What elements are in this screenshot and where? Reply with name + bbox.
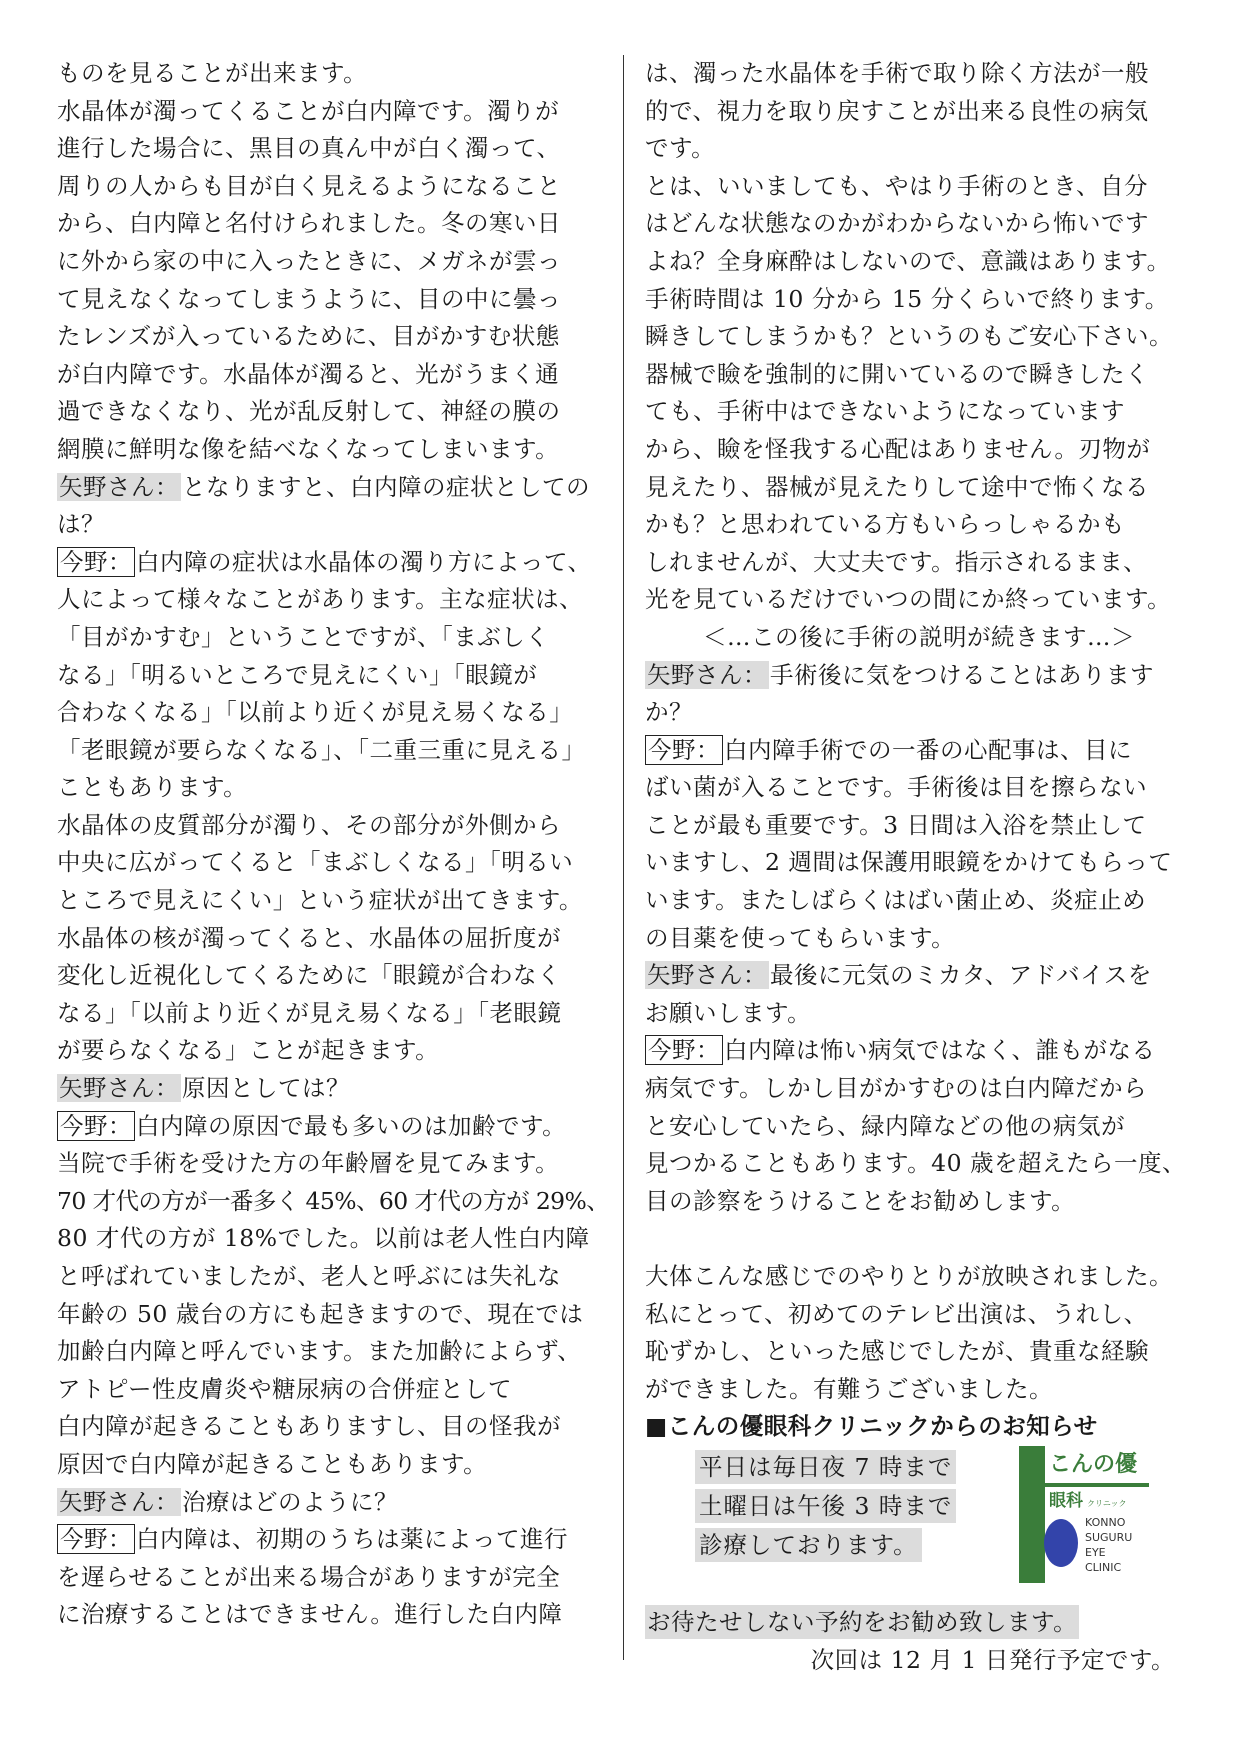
text-line bbox=[645, 205, 1193, 243]
speaker-label-yano: 矢野さん： bbox=[59, 1487, 179, 1516]
text-line bbox=[57, 544, 605, 582]
line-text: 当院で手術を受けた方の年齢層を見てみます。 bbox=[57, 1149, 560, 1178]
line-text: 白内障は、初期のうちは薬によって進行 bbox=[136, 1525, 568, 1554]
line-text: と呼ばれていましたが、老人と呼ぶには失礼な bbox=[57, 1262, 561, 1290]
text-line bbox=[57, 1220, 605, 1258]
text-line bbox=[645, 506, 1193, 544]
text-line bbox=[645, 243, 1193, 281]
text-line bbox=[57, 694, 605, 732]
speaker-label-konno: 今野： bbox=[57, 547, 135, 577]
column-divider bbox=[623, 55, 624, 1660]
line-text: 私にとって、初めてのテレビ出演は、うれし、 bbox=[645, 1299, 1148, 1328]
text-line bbox=[57, 55, 605, 93]
text-line bbox=[57, 469, 605, 507]
line-text: 進行した場合に、黒目の真ん中が白く濁って、 bbox=[57, 134, 561, 163]
text-line bbox=[57, 1333, 605, 1371]
speaker-label-yano: 矢野さん： bbox=[647, 961, 767, 990]
line-text: 水晶体の核が濁ってくると、水晶体の屈折度が bbox=[57, 923, 561, 952]
text-line bbox=[57, 1408, 605, 1446]
clinic-hours bbox=[695, 1450, 956, 1567]
text-line bbox=[645, 431, 1193, 469]
text-line bbox=[57, 431, 605, 469]
text-line bbox=[645, 844, 1193, 882]
speaker-label-konno: 今野： bbox=[57, 1111, 135, 1141]
right-column bbox=[645, 55, 1193, 1679]
line-text: ばい菌が入ることです。手術後は目を擦らない bbox=[645, 773, 1148, 802]
line-text: ところで見えにくい」という症状が出てきます。 bbox=[57, 886, 583, 915]
line-text: 中央に広がってくると「まぶしくなる」「明るい bbox=[57, 848, 574, 877]
text-line bbox=[57, 506, 605, 544]
line-text: は、濁った水晶体を手術で取り除く方法が一般 bbox=[645, 59, 1149, 87]
line-text: 瞬きしてしまうかも？というのもご安心下さい。 bbox=[645, 322, 1173, 351]
text-line bbox=[645, 281, 1193, 319]
line-text: か？ bbox=[645, 698, 693, 727]
line-text: を遅らせることが出来る場合がありますが完全 bbox=[57, 1562, 561, 1591]
text-line bbox=[57, 1032, 605, 1070]
next-issue: 次回は 12 月 1 日発行予定です。 bbox=[810, 1645, 1175, 1674]
line-text: なる」「以前より近くが見え易くなる」「老眼鏡 bbox=[57, 998, 562, 1027]
line-text: が要らなくなる」ことが起きます。 bbox=[57, 1036, 440, 1065]
text-line bbox=[645, 168, 1193, 206]
text-line bbox=[57, 581, 605, 619]
line-text: います。またしばらくはばい菌止め、炎症止め bbox=[645, 886, 1147, 915]
text-line bbox=[57, 657, 605, 695]
text-line bbox=[57, 844, 605, 882]
text-line bbox=[57, 1371, 605, 1409]
text-line bbox=[645, 807, 1193, 845]
logo-en-line-3: EYE bbox=[1085, 1545, 1106, 1559]
line-text: 水晶体の皮質部分が濁り、その部分が外側から bbox=[57, 810, 561, 839]
line-text: こともあります。 bbox=[57, 773, 248, 802]
left-column bbox=[57, 55, 610, 1634]
logo-name-suffix: クリニック bbox=[1087, 1498, 1127, 1508]
logo-en-line-2: SUGURU bbox=[1085, 1530, 1133, 1544]
line-text: なる」「明るいところで見えにくい」「眼鏡が bbox=[57, 660, 538, 689]
line-text: 年齢の 50 歳台の方にも起きますので、現在では bbox=[57, 1299, 584, 1328]
text-line bbox=[645, 1070, 1193, 1108]
text-line bbox=[57, 1559, 605, 1597]
line-text: から、瞼を怪我する心配はありません。刃物が bbox=[645, 434, 1151, 463]
text-line bbox=[57, 995, 605, 1033]
text-line bbox=[57, 769, 605, 807]
line-text: 白内障が起きることもありますし、目の怪我が bbox=[57, 1412, 561, 1441]
line-text: 恥ずかし、といった感じでしたが、貴重な経験 bbox=[645, 1337, 1149, 1366]
text-line bbox=[645, 544, 1193, 582]
text-line bbox=[57, 1484, 605, 1522]
line-text: はどんな状態なのかがわからないから怖いです bbox=[645, 209, 1149, 238]
speaker-label-konno: 今野： bbox=[645, 735, 723, 765]
text-line bbox=[645, 130, 1193, 168]
line-text: ができました。有難うございました。 bbox=[645, 1374, 1053, 1403]
line-text: 的で、視力を取り戻すことが出来る良性の病気 bbox=[645, 96, 1149, 125]
line-text: 大体こんな感じでのやりとりが放映されました。 bbox=[645, 1262, 1173, 1290]
line-text: しれませんが、大丈夫です。指示されるまま、 bbox=[645, 547, 1148, 576]
line-text: よね？全身麻酔はしないので、意識はあります。 bbox=[645, 246, 1171, 275]
line-text: 原因で白内障が起きることもあります。 bbox=[57, 1449, 488, 1478]
line-text: お願いします。 bbox=[645, 998, 812, 1027]
text-line bbox=[57, 1258, 605, 1296]
text-line bbox=[57, 318, 605, 356]
line-text: 人によって様々なことがあります。主な症状は、 bbox=[57, 585, 584, 614]
line-text: と安心していたら、緑内障などの他の病気が bbox=[645, 1111, 1125, 1140]
text-line bbox=[57, 1521, 605, 1559]
text-line bbox=[57, 393, 605, 431]
text-line bbox=[645, 581, 1193, 619]
text-line bbox=[645, 1296, 1193, 1334]
line-text: が白内障です。水晶体が濁ると、光がうまく通 bbox=[57, 359, 560, 388]
text-line bbox=[645, 769, 1193, 807]
text-line bbox=[645, 995, 1193, 1033]
line-text: 水晶体が濁ってくることが白内障です。濁りが bbox=[57, 96, 560, 125]
hours-note: 診療しております。 bbox=[695, 1528, 922, 1562]
text-line bbox=[57, 920, 605, 958]
line-text: です。 bbox=[645, 134, 716, 163]
line-text: の目薬を使ってもらいます。 bbox=[645, 923, 956, 952]
text-line bbox=[645, 957, 1193, 995]
text-line bbox=[645, 694, 1193, 732]
text-line bbox=[57, 807, 605, 845]
text-line bbox=[645, 93, 1193, 131]
text-line bbox=[645, 619, 1193, 657]
text-line bbox=[645, 1032, 1193, 1070]
line-text: たレンズが入っているために、目がかすむ状態 bbox=[57, 322, 560, 351]
notice-box bbox=[645, 1446, 1193, 1604]
line-text: 見えたり、器械が見えたりして途中で怖くなる bbox=[645, 472, 1149, 501]
logo-blue-circle bbox=[1044, 1519, 1078, 1567]
line-text: 目の診察をうけることをお勧めします。 bbox=[645, 1186, 1076, 1215]
logo-name-line2: 眼科 bbox=[1049, 1490, 1083, 1511]
text-line bbox=[57, 1070, 605, 1108]
line-text: 80 才代の方が 18%でした。以前は老人性白内障 bbox=[57, 1224, 590, 1253]
logo-en-line-4: CLINIC bbox=[1085, 1560, 1122, 1574]
line-text: アトピー性皮膚炎や糖尿病の合併症として bbox=[57, 1374, 513, 1403]
reserve-line bbox=[645, 1604, 1193, 1642]
text-line bbox=[57, 205, 605, 243]
line-text: 手術時間は 10 分から 15 分くらいで終ります。 bbox=[645, 284, 1169, 313]
text-line bbox=[57, 1446, 605, 1484]
line-text: 白内障の症状は水晶体の濁り方によって、 bbox=[136, 547, 592, 576]
text-line bbox=[645, 1183, 1193, 1221]
line-text: から、白内障と名付けられました。冬の寒い日 bbox=[57, 209, 561, 238]
text-line bbox=[645, 318, 1193, 356]
line-text: かも？と思われている方もいらっしゃるかも bbox=[645, 510, 1125, 539]
text-line bbox=[645, 657, 1193, 695]
text-line bbox=[57, 130, 605, 168]
text-line bbox=[57, 1145, 605, 1183]
text-line bbox=[645, 55, 1193, 93]
line-text: いますし、2 週間は保護用眼鏡をかけてもらって bbox=[645, 848, 1173, 877]
text-line bbox=[57, 619, 605, 657]
line-text: 原因としては？ bbox=[182, 1074, 350, 1103]
line-text: に治療することはできません。進行した白内障 bbox=[57, 1600, 563, 1629]
text-line bbox=[645, 1258, 1193, 1296]
line-text: 過できなくなり、光が乱反射して、神経の膜の bbox=[57, 397, 561, 426]
hours-saturday: 土曜日は午後 3 時まで bbox=[695, 1489, 956, 1523]
line-text: 白内障手術での一番の心配事は、目に bbox=[724, 735, 1132, 764]
text-line bbox=[645, 732, 1193, 770]
line-text: 合わなくなる」「以前より近くが見え易くなる」 bbox=[57, 698, 574, 727]
line-text: ことが最も重要です。3 日間は入浴を禁止して bbox=[645, 810, 1147, 839]
line-text: 網膜に鮮明な像を結べなくなってしまいます。 bbox=[57, 434, 560, 463]
text-line bbox=[645, 393, 1193, 431]
line-text: 「老眼鏡が要らなくなる」、「二重三重に見える」 bbox=[57, 735, 586, 764]
line-text: は？ bbox=[57, 510, 105, 539]
text-line bbox=[645, 920, 1193, 958]
speaker-label-konno: 今野： bbox=[57, 1524, 135, 1554]
text-line bbox=[57, 1296, 605, 1334]
text-line bbox=[57, 732, 605, 770]
text-line bbox=[57, 93, 605, 131]
line-text: 治療はどのように？ bbox=[182, 1487, 398, 1516]
line-text: ＜…この後に手術の説明が続きます…＞ bbox=[703, 622, 1135, 651]
line-text: 光を見ているだけでいつの間にか終っています。 bbox=[645, 585, 1172, 614]
line-text: 「目がかすむ」ということですが、「まぶしく bbox=[57, 622, 550, 651]
logo-green-band bbox=[1019, 1483, 1149, 1487]
speaker-label-konno: 今野： bbox=[645, 1035, 723, 1065]
line-text: 白内障は怖い病気ではなく、誰もがなる bbox=[724, 1036, 1156, 1065]
line-text: 病気です。しかし目がかすむのは白内障だから bbox=[645, 1074, 1148, 1103]
hours-weekday: 平日は毎日夜 7 時まで bbox=[695, 1450, 956, 1484]
line-text: 最後に元気のミカタ、アドバイスを bbox=[770, 961, 1152, 990]
line-text: 加齢白内障と呼んでいます。また加齢によらず、 bbox=[57, 1337, 582, 1366]
text-line bbox=[57, 1183, 610, 1221]
line-text: ものを見ることが出来ます。 bbox=[57, 59, 368, 87]
speaker-label-yano: 矢野さん： bbox=[647, 660, 767, 689]
clinic-logo bbox=[1019, 1446, 1149, 1583]
line-text: 変化し近視化してくるために「眼鏡が合わなく bbox=[57, 961, 561, 990]
text-line bbox=[645, 356, 1193, 394]
text-line bbox=[57, 168, 605, 206]
text-line bbox=[645, 882, 1193, 920]
line-text: て見えなくなってしまうように、目の中に曇っ bbox=[57, 284, 561, 313]
line-text: ても、手術中はできないようになっています bbox=[645, 397, 1125, 426]
speaker-label-yano: 矢野さん： bbox=[59, 1074, 179, 1103]
text-line bbox=[645, 469, 1193, 507]
line-text: 周りの人からも目が白く見えるようになること bbox=[57, 171, 561, 200]
line-text: となりますと、白内障の症状としての bbox=[182, 472, 590, 501]
text-line bbox=[57, 957, 605, 995]
text-line bbox=[57, 243, 605, 281]
text-line bbox=[57, 1596, 605, 1634]
line-text: 器械で瞼を強制的に開いているので瞬きしたく bbox=[645, 359, 1149, 388]
notice-heading: ■こんの優眼科クリニックからのお知らせ bbox=[645, 1412, 1098, 1441]
text-line bbox=[57, 882, 605, 920]
line-text: 白内障の原因で最も多いのは加齢です。 bbox=[136, 1111, 567, 1140]
logo-en-line-1: KONNO bbox=[1085, 1515, 1126, 1529]
line-text: とは、いいましても、やはり手術のとき、自分 bbox=[645, 171, 1149, 200]
text-line bbox=[57, 1108, 605, 1146]
reserve-note: お待たせしない予約をお勧め致します。 bbox=[645, 1605, 1079, 1639]
line-text: 手術後に気をつけることはあります bbox=[770, 660, 1154, 689]
text-line bbox=[645, 1371, 1193, 1409]
line-text: 70 才代の方が一番多く 45%、60 才代の方が 29%、 bbox=[57, 1186, 610, 1215]
logo-name-line1: こんの優 bbox=[1049, 1451, 1138, 1477]
text-line bbox=[57, 356, 605, 394]
blank-line bbox=[645, 1220, 1193, 1258]
line-text: 見つかることもあります。40 歳を超えたら一度、 bbox=[645, 1149, 1186, 1178]
text-line bbox=[645, 1333, 1193, 1371]
text-line bbox=[57, 281, 605, 319]
text-line bbox=[645, 1108, 1193, 1146]
speaker-label-yano: 矢野さん： bbox=[59, 472, 179, 501]
logo-green-bar bbox=[1019, 1446, 1045, 1583]
line-text: に外から家の中に入ったときに、メガネが雲っ bbox=[57, 246, 561, 275]
text-line bbox=[645, 1145, 1193, 1183]
